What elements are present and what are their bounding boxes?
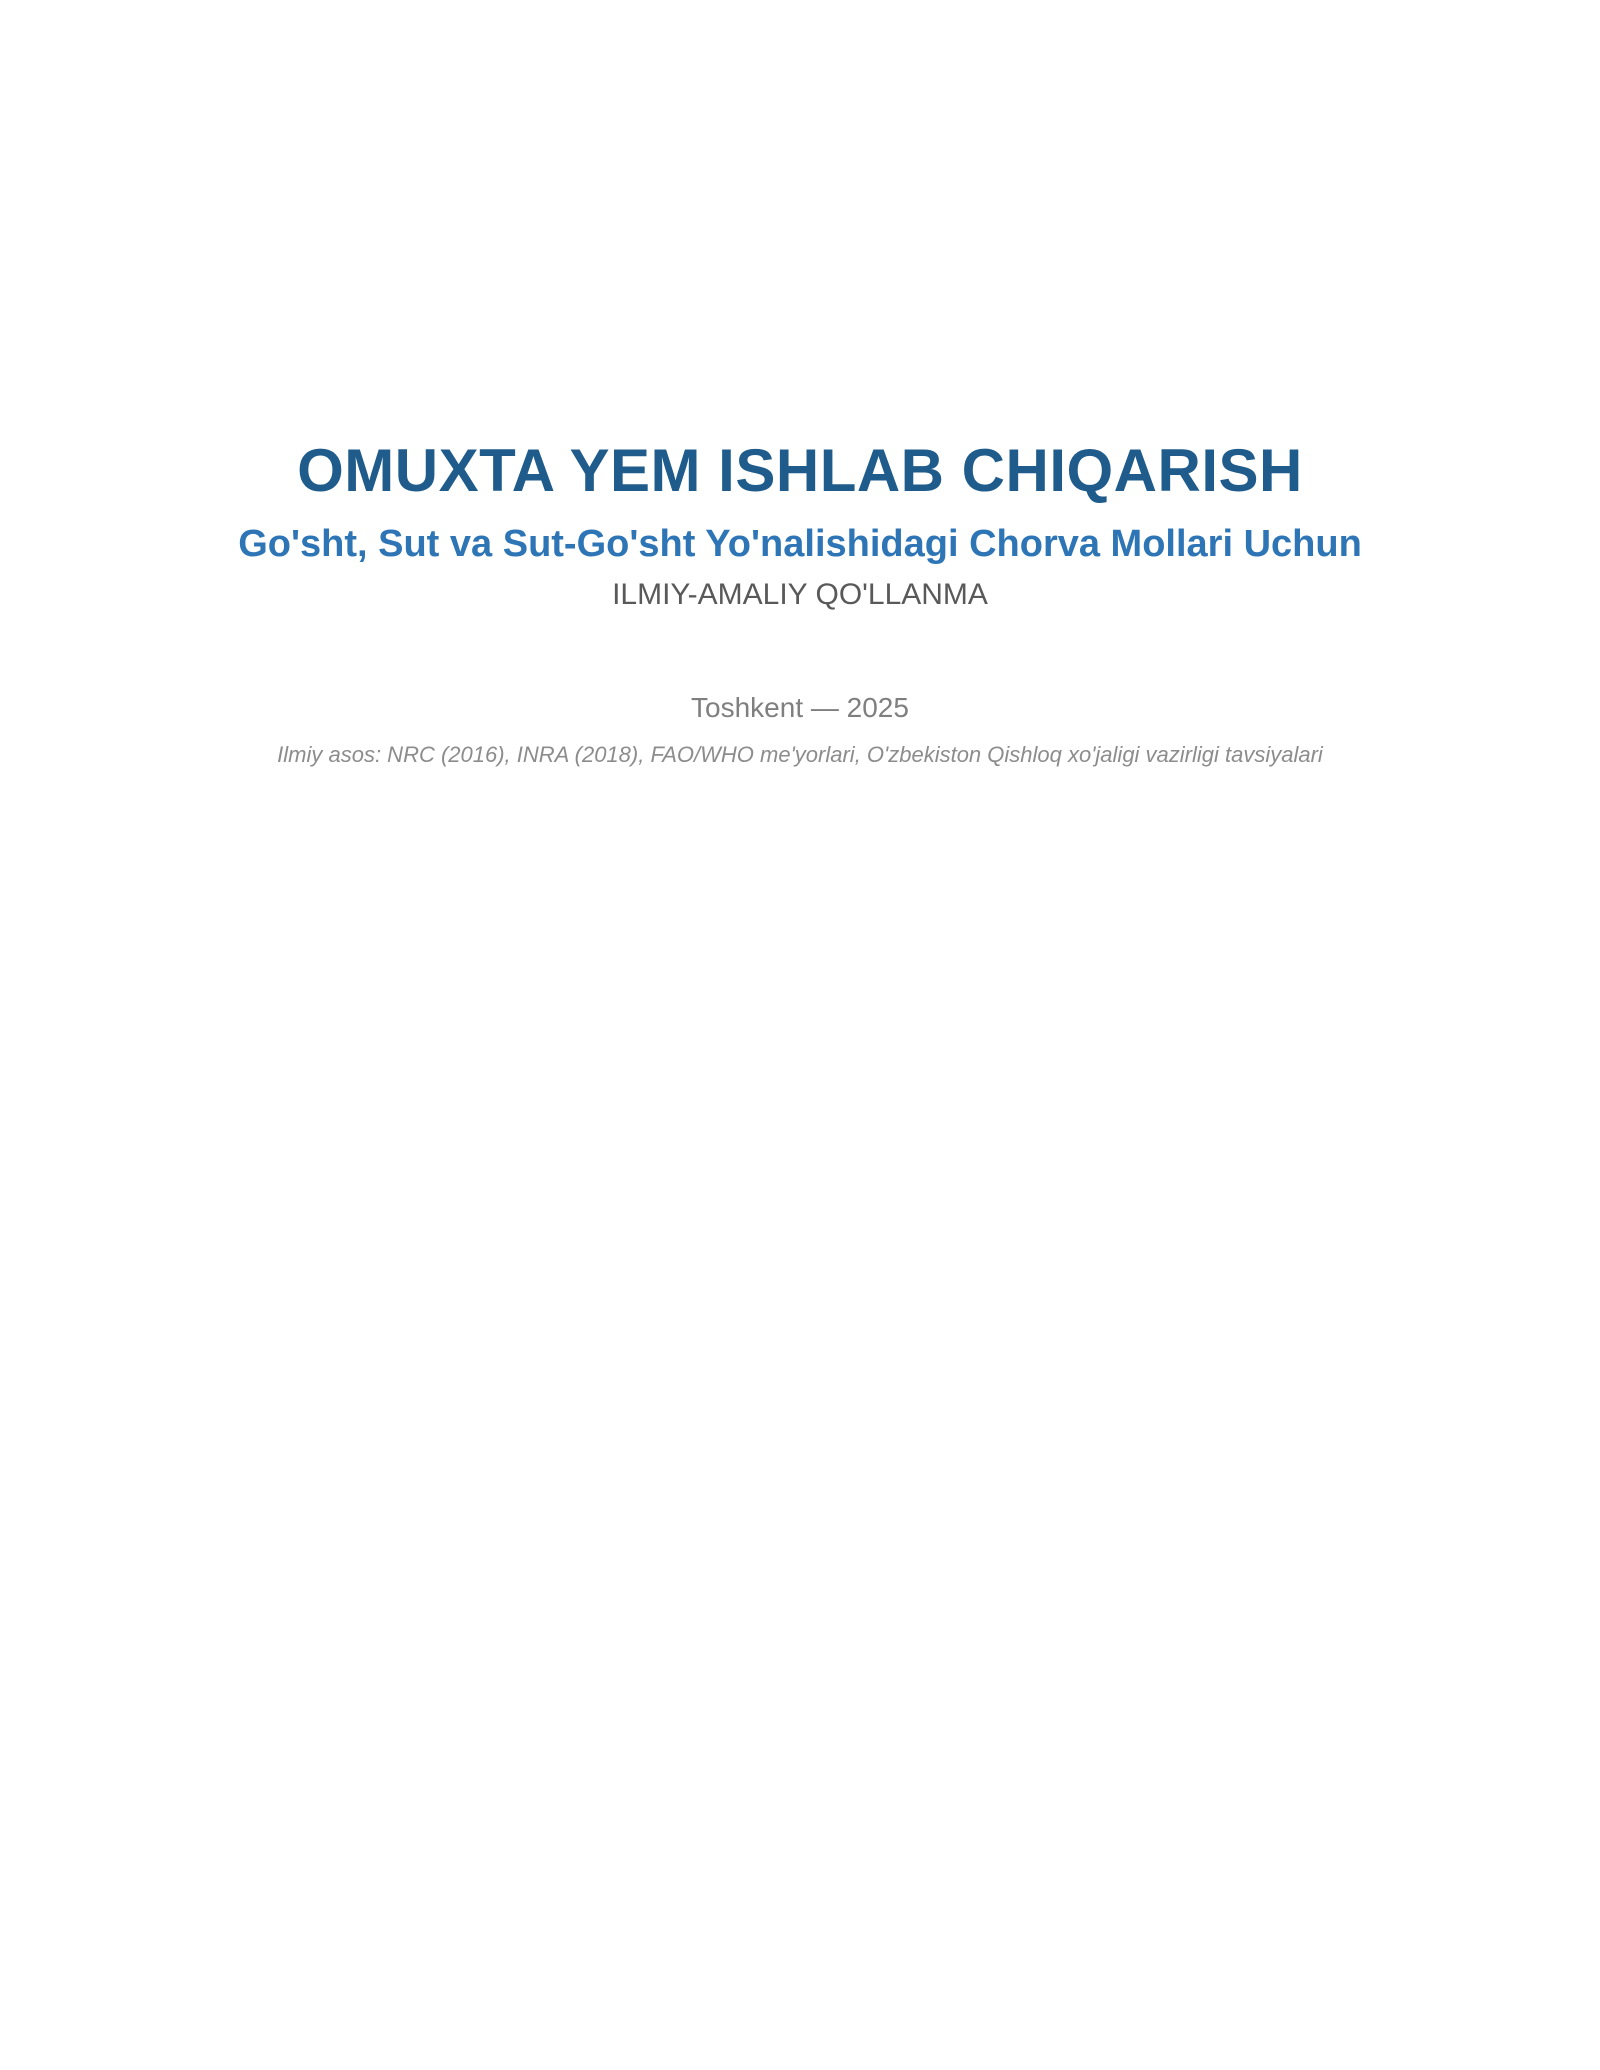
document-type-label: ILMIY-AMALIY QO'LLANMA [612,578,988,611]
place-and-year: Toshkent — 2025 [691,692,909,723]
cover-title: OMUXTA YEM ISHLAB CHIQARISH [297,437,1303,504]
scientific-basis-note: Ilmiy asos: NRC (2016), INRA (2018), FAO/WHO me'yorlari, O'zbekiston Qishloq xo'jaligi vazirligi tavsiyalari [277,742,1323,767]
cover-subtitle: Go'sht, Sut va Sut-Go'sht Yo'nalishidagi Chorva Mollari Uchun [238,523,1362,565]
